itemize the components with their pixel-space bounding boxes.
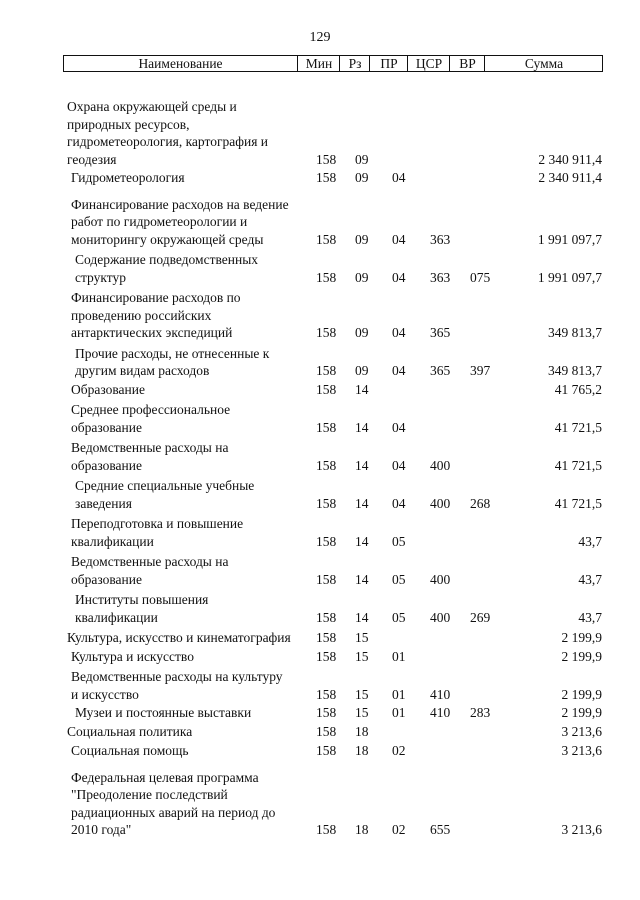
row-name: Институты повышения квалификации <box>75 592 209 625</box>
row-rz: 14 <box>355 609 369 625</box>
row-min: 158 <box>316 170 337 185</box>
table-row <box>0 629 640 647</box>
header-rz: Рз <box>339 56 370 71</box>
row-vr: 283 <box>470 705 491 720</box>
row-min: 158 <box>316 822 337 837</box>
header-sum: Сумма <box>484 56 603 71</box>
row-name: Содержание подведомственных структур <box>75 252 259 285</box>
row-pr: 05 <box>392 571 406 587</box>
row-name: Ведомственные расходы на образование <box>71 554 229 587</box>
row-csr: 400 <box>430 457 451 473</box>
row-sum: 43,7 <box>578 609 602 625</box>
row-sum: 349 813,7 <box>548 363 602 378</box>
row-name: Среднее профессиональное образование <box>71 402 231 435</box>
row-csr: 410 <box>430 686 451 702</box>
header-name: Наименование <box>138 56 223 71</box>
row-rz: 14 <box>355 381 369 397</box>
row-rz: 09 <box>355 170 369 185</box>
row-csr: 365 <box>430 363 451 378</box>
table-row <box>0 515 640 550</box>
table-row <box>0 742 640 760</box>
row-sum: 2 340 911,4 <box>538 170 602 185</box>
row-vr: 397 <box>470 363 491 378</box>
row-rz: 14 <box>355 533 369 549</box>
row-sum: 2 199,9 <box>561 630 602 645</box>
table-row <box>0 345 640 380</box>
row-sum: 2 199,9 <box>561 686 602 702</box>
row-sum: 3 213,6 <box>561 822 602 837</box>
table-row <box>0 704 640 722</box>
row-sum: 1 991 097,7 <box>537 269 602 285</box>
row-min: 158 <box>316 231 337 247</box>
row-name: Ведомственные расходы на культуру и искусство <box>71 669 283 702</box>
row-pr: 05 <box>392 609 406 625</box>
row-name: Музеи и постоянные выставки <box>75 705 252 720</box>
row-sum: 2 199,9 <box>561 705 602 720</box>
table-row <box>0 196 640 249</box>
row-sum: 2 340 911,4 <box>538 151 602 167</box>
row-sum: 41 721,5 <box>554 495 602 511</box>
row-pr: 04 <box>392 269 406 285</box>
table-body <box>0 98 640 839</box>
row-min: 158 <box>316 723 337 739</box>
row-name: Переподготовка и повышение квалификации <box>71 516 244 549</box>
row-pr: 04 <box>392 231 406 247</box>
row-min: 158 <box>316 151 337 167</box>
table-row <box>0 553 640 588</box>
row-pr: 01 <box>392 648 406 664</box>
row-sum: 349 813,7 <box>548 325 602 340</box>
row-pr: 04 <box>392 170 406 185</box>
table-row <box>0 381 640 399</box>
row-min: 158 <box>316 743 337 758</box>
row-rz: 18 <box>355 723 369 739</box>
row-pr: 04 <box>392 363 406 378</box>
row-pr: 04 <box>392 457 406 473</box>
header-csr: ЦСР <box>407 56 450 71</box>
table-row <box>0 648 640 666</box>
header-vr: ВР <box>449 56 485 71</box>
row-rz: 09 <box>355 325 369 340</box>
row-sum: 3 213,6 <box>561 743 602 758</box>
row-name: Культура, искусство и кинематография <box>67 630 291 645</box>
row-rz: 18 <box>355 743 369 758</box>
row-rz: 18 <box>355 822 369 837</box>
row-rz: 15 <box>355 686 369 702</box>
row-min: 158 <box>316 419 337 435</box>
row-name: Социальная помощь <box>71 743 189 758</box>
row-pr: 02 <box>392 822 406 837</box>
row-sum: 41 721,5 <box>554 457 602 473</box>
row-csr: 363 <box>430 231 451 247</box>
row-pr: 02 <box>392 743 406 758</box>
row-rz: 14 <box>355 457 369 473</box>
row-sum: 43,7 <box>578 533 602 549</box>
row-rz: 15 <box>355 630 369 645</box>
table-row <box>0 289 640 342</box>
row-sum: 41 765,2 <box>554 381 602 397</box>
row-pr: 01 <box>392 686 406 702</box>
table-row <box>0 477 640 512</box>
row-name: Средние специальные учебные заведения <box>75 478 255 511</box>
table-row <box>0 668 640 703</box>
row-name: Ведомственные расходы на образование <box>71 440 229 473</box>
row-name: Образование <box>71 381 145 397</box>
row-sum: 2 199,9 <box>561 648 602 664</box>
row-rz: 09 <box>355 363 369 378</box>
row-csr: 400 <box>430 609 451 625</box>
table-row <box>0 591 640 626</box>
row-min: 158 <box>316 630 337 645</box>
row-rz: 14 <box>355 495 369 511</box>
page-number: 129 <box>309 30 331 45</box>
table-row <box>0 251 640 286</box>
table-row <box>0 439 640 474</box>
table-header <box>63 55 603 72</box>
row-sum: 41 721,5 <box>554 419 602 435</box>
row-min: 158 <box>316 495 337 511</box>
row-rz: 09 <box>355 151 369 167</box>
header-pr: ПР <box>369 56 408 71</box>
row-min: 158 <box>316 609 337 625</box>
row-pr: 04 <box>392 419 406 435</box>
row-name: Финансирование расходов по проведению российских антарктических экспедиций <box>71 290 241 340</box>
header-min: Мин <box>297 56 340 71</box>
row-pr: 01 <box>392 705 406 720</box>
table-row <box>0 769 640 839</box>
row-rz: 09 <box>355 269 369 285</box>
row-csr: 400 <box>430 495 451 511</box>
row-csr: 363 <box>430 269 451 285</box>
row-csr: 400 <box>430 571 451 587</box>
row-min: 158 <box>316 648 337 664</box>
row-name: Гидрометеорология <box>71 170 185 185</box>
row-sum: 3 213,6 <box>561 723 602 739</box>
row-rz: 14 <box>355 571 369 587</box>
table-row <box>0 98 640 168</box>
row-vr: 269 <box>470 609 491 625</box>
row-min: 158 <box>316 269 337 285</box>
row-min: 158 <box>316 363 337 378</box>
row-name: Прочие расходы, не отнесенные к другим видам расходов <box>75 345 270 378</box>
row-rz: 09 <box>355 231 369 247</box>
row-vr: 075 <box>470 269 491 285</box>
row-csr: 655 <box>430 822 451 837</box>
row-min: 158 <box>316 381 337 397</box>
row-name: Федеральная целевая программа "Преодоление последствий радиационных аварий на период до 2010 года" <box>71 769 276 837</box>
row-rz: 15 <box>355 648 369 664</box>
row-sum: 43,7 <box>578 571 602 587</box>
row-pr: 04 <box>392 495 406 511</box>
row-pr: 04 <box>392 325 406 340</box>
table-row <box>0 169 640 187</box>
table-row <box>0 723 640 741</box>
row-min: 158 <box>316 571 337 587</box>
row-csr: 410 <box>430 705 451 720</box>
row-min: 158 <box>316 686 337 702</box>
row-name: Культура и искусство <box>71 648 194 664</box>
row-name: Социальная политика <box>67 723 193 739</box>
row-rz: 14 <box>355 419 369 435</box>
row-name: Финансирование расходов на ведение работ по гидрометеорологии и мониторингу окружающей среды <box>71 196 289 247</box>
row-min: 158 <box>316 705 337 720</box>
row-sum: 1 991 097,7 <box>537 231 602 247</box>
table-row <box>0 401 640 436</box>
row-min: 158 <box>316 325 337 340</box>
row-csr: 365 <box>430 325 451 340</box>
row-pr: 05 <box>392 533 406 549</box>
row-min: 158 <box>316 457 337 473</box>
row-rz: 15 <box>355 705 369 720</box>
row-vr: 268 <box>470 495 491 511</box>
row-name: Охрана окружающей среды и природных ресурсов, гидрометеорология, картография и геодезия <box>67 99 269 167</box>
row-min: 158 <box>316 533 337 549</box>
